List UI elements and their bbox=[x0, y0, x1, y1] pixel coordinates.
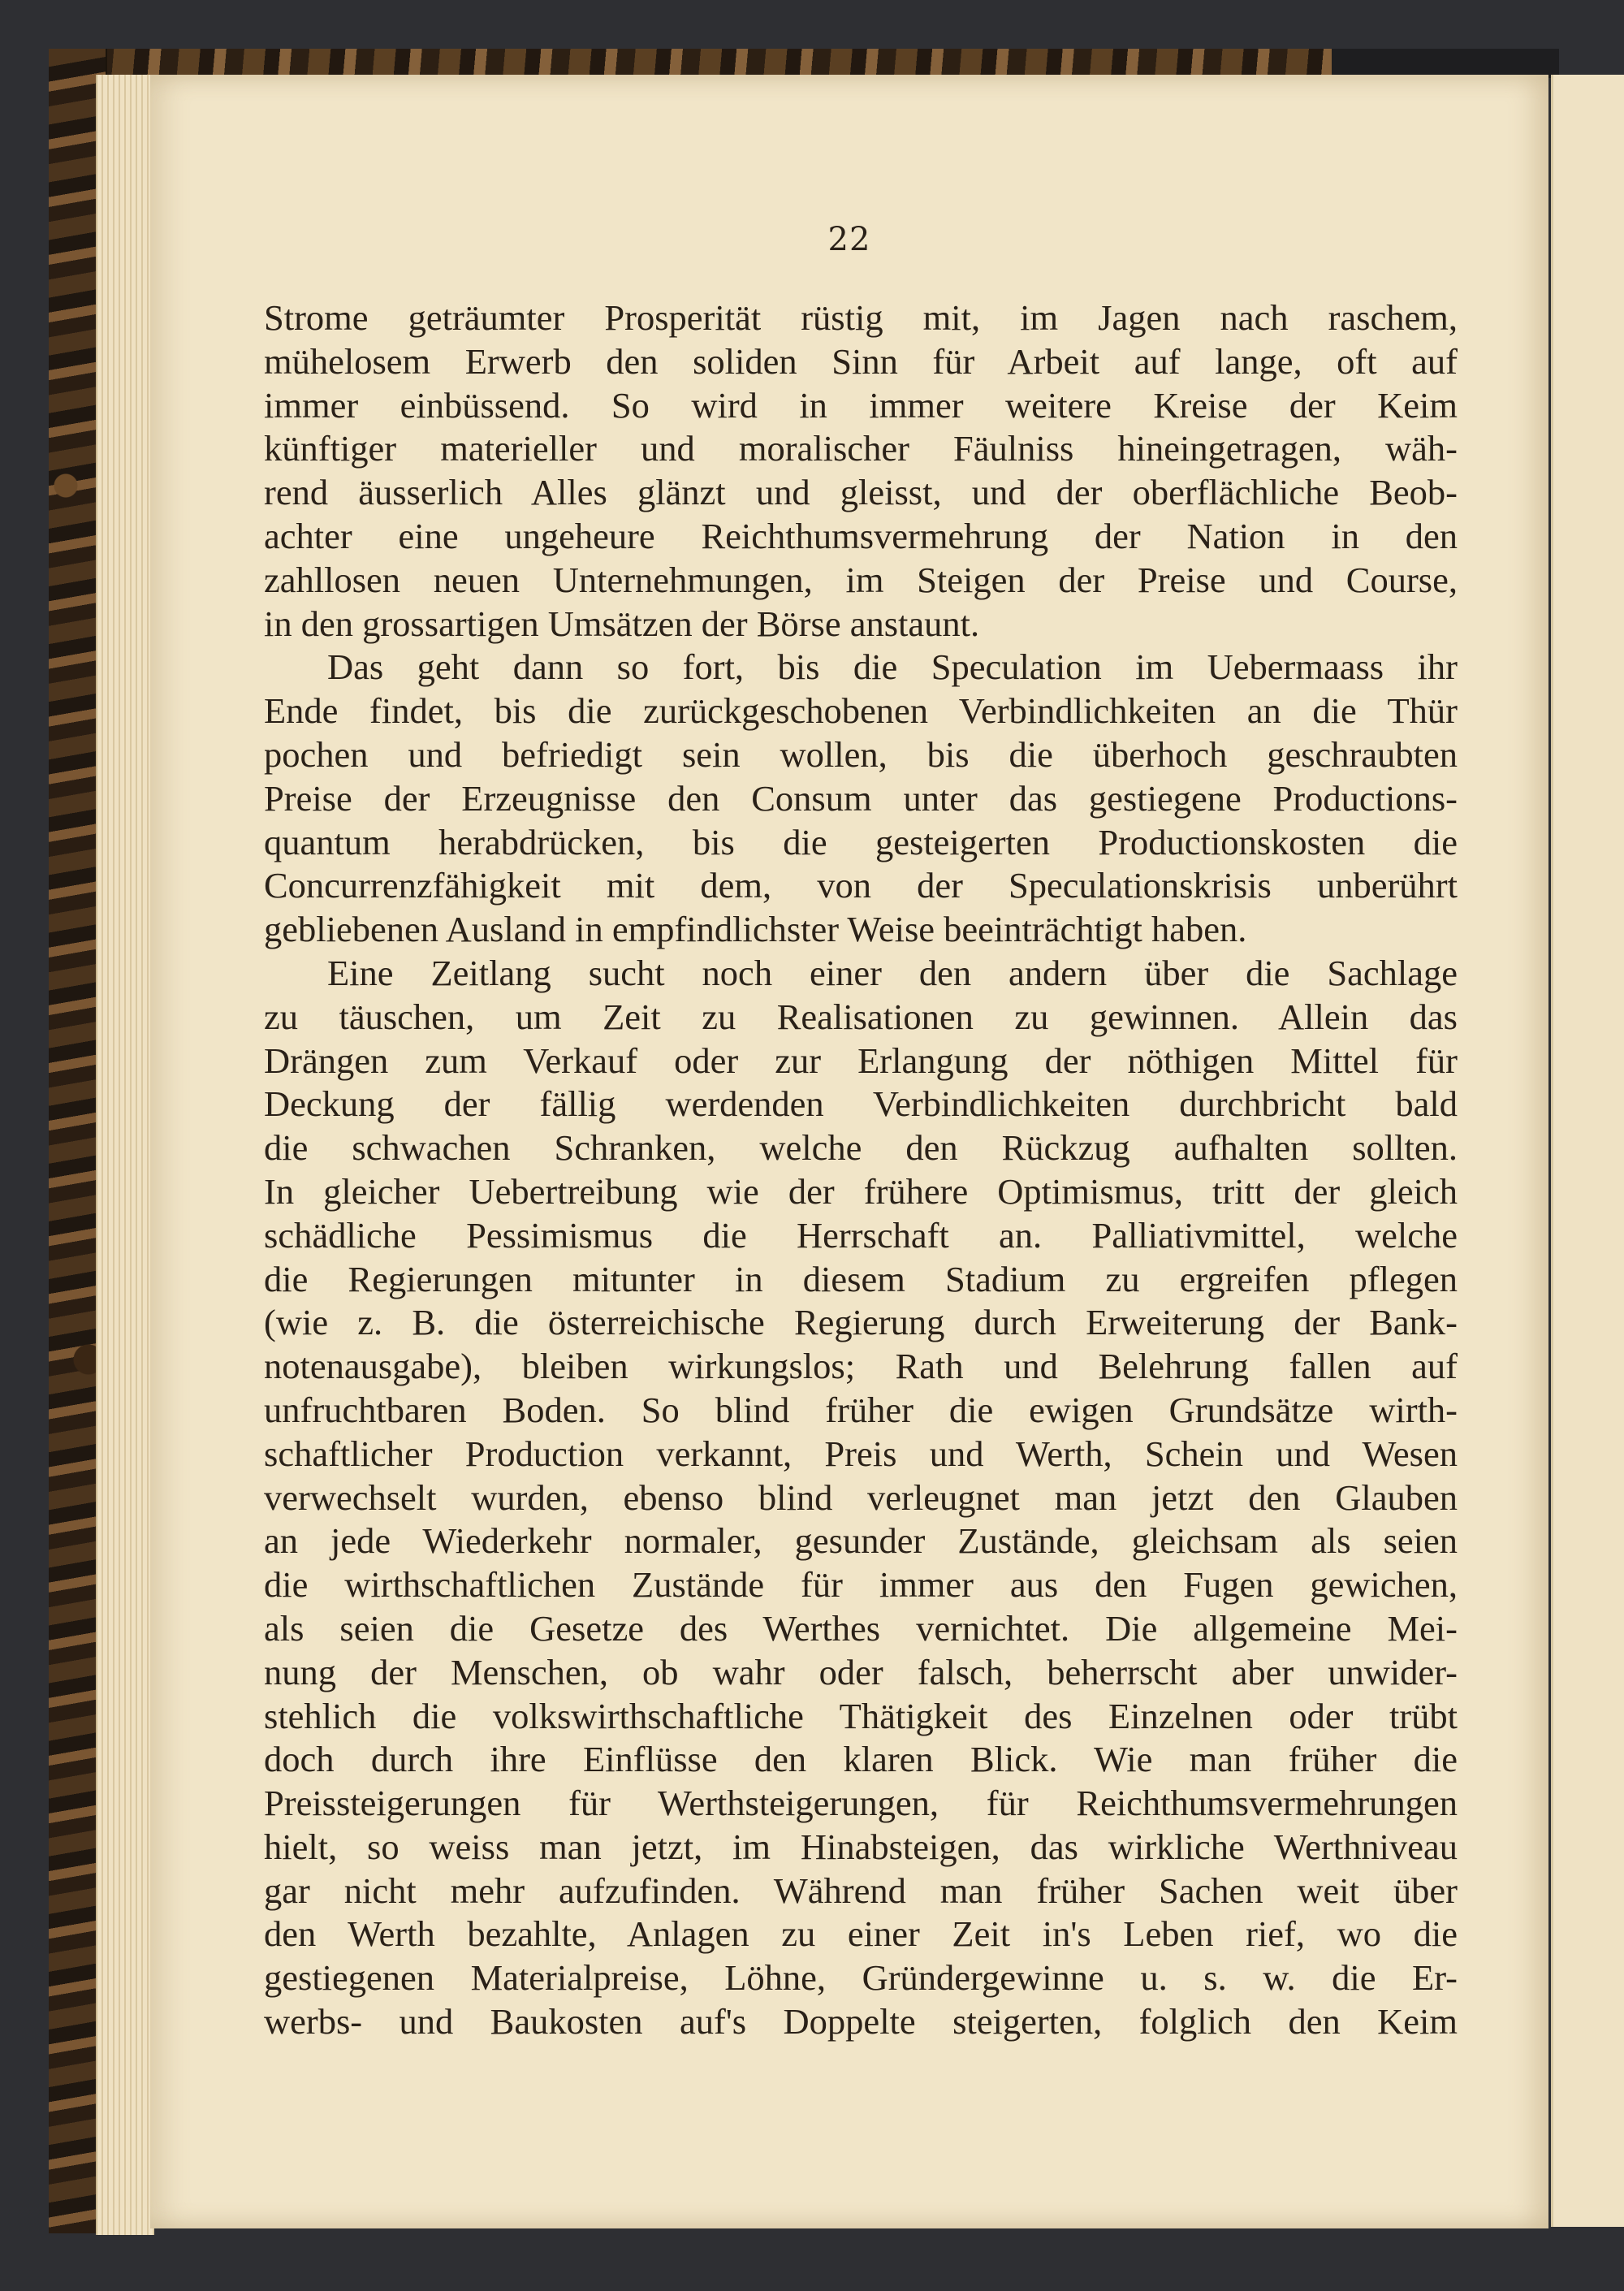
text-line: hielt, so weiss man jetzt, im Hinabsteigen, das wirkliche Werthniveau bbox=[264, 1826, 1458, 1867]
text-line: quantum herabdrücken, bis die gesteigerten Productionskosten die bbox=[264, 821, 1458, 862]
text-line: Deckung der fällig werdenden Verbindlichkeiten durchbricht bald bbox=[264, 1083, 1458, 1125]
text-line: die wirthschaftlichen Zustände für immer aus den Fugen gewichen, bbox=[264, 1564, 1458, 1606]
body-text bbox=[264, 296, 1458, 2044]
text-line: doch durch ihre Einflüsse den klaren Blick. Wie man früher die bbox=[264, 1739, 1458, 1780]
text-line: Concurrenzfähigkeit mit dem, von der Speculationskrisis unberührt bbox=[264, 865, 1458, 906]
text-line: schädliche Pessimismus die Herrschaft an. Palliativmittel, welche bbox=[264, 1214, 1458, 1256]
text-line: gebliebenen Ausland in empfindlichster Weise beeinträchtigt haben. bbox=[264, 909, 1247, 950]
text-line: den Werth bezahlte, Anlagen zu einer Zeit in's Leben rief, wo die bbox=[264, 1913, 1458, 1955]
text-line: Ende findet, bis die zurückgeschobenen Verbindlichkeiten an die Thür bbox=[264, 690, 1458, 732]
facing-page-edge bbox=[1551, 75, 1624, 2227]
book-cover-top-edge bbox=[49, 49, 1332, 78]
text-line: verwechselt wurden, ebenso blind verleugnet man jetzt den Glauben bbox=[264, 1476, 1458, 1518]
page-number: 22 bbox=[827, 221, 871, 258]
text-line: an jede Wiederkehr normaler, gesunder Zustände, gleichsam als seien bbox=[264, 1520, 1458, 1562]
text-line: mühelosem Erwerb den soliden Sinn für Arbeit auf lange, oft auf bbox=[264, 340, 1458, 382]
text-line: künftiger materieller und moralischer Fäulniss hineingetragen, wäh- bbox=[264, 428, 1458, 469]
text-line: immer einbüssend. So wird in immer weitere Kreise der Keim bbox=[264, 384, 1458, 426]
text-line: zu täuschen, um Zeit zu Realisationen zu gewinnen. Allein das bbox=[264, 996, 1458, 1037]
text-line: pochen und befriedigt sein wollen, bis die überhoch geschraubten bbox=[264, 733, 1458, 775]
text-line: achter eine ungeheure Reichthumsvermehrung der Nation in den bbox=[264, 515, 1458, 556]
text-line: rend äusserlich Alles glänzt und gleisst, und der oberflächliche Beob- bbox=[264, 472, 1458, 513]
text-line: in den grossartigen Umsätzen der Börse anstaunt. bbox=[264, 603, 980, 644]
book-cover-top-right bbox=[1332, 49, 1559, 78]
text-line: schaftlicher Production verkannt, Preis und Werth, Schein und Wesen bbox=[264, 1433, 1458, 1474]
text-line: (wie z. B. die österreichische Regierung durch Erweiterung der Bank- bbox=[264, 1302, 1458, 1343]
text-line: Das geht dann so fort, bis die Speculation im Uebermaass ihr bbox=[327, 646, 1458, 688]
text-line: die Regierungen mitunter in diesem Stadium zu ergreifen pflegen bbox=[264, 1258, 1458, 1299]
text-line: In gleicher Uebertreibung wie der frühere Optimismus, tritt der gleich bbox=[264, 1170, 1458, 1212]
text-line: Strome geträumter Prosperität rüstig mit, im Jagen nach raschem, bbox=[264, 297, 1458, 338]
text-line: Drängen zum Verkauf oder zur Erlangung der nöthigen Mittel für bbox=[264, 1040, 1458, 1081]
text-line: die schwachen Schranken, welche den Rückzug aufhalten sollten. bbox=[264, 1127, 1458, 1169]
text-line: unfruchtbaren Boden. So blind früher die ewigen Grundsätze wirth- bbox=[264, 1389, 1458, 1430]
text-line: gestiegenen Materialpreise, Löhne, Gründergewinne u. s. w. die Er- bbox=[264, 1957, 1458, 1999]
text-line: Preissteigerungen für Werthsteigerungen, für Reichthumsvermehrungen bbox=[264, 1783, 1458, 1824]
page-stack-edges bbox=[96, 75, 154, 2235]
text-line: Eine Zeitlang sucht noch einer den andern über die Sachlage bbox=[327, 952, 1458, 993]
text-line: zahllosen neuen Unternehmungen, im Steigen der Preise und Course, bbox=[264, 559, 1458, 600]
text-line: werbs- und Baukosten auf's Doppelte steigerten, folglich den Keim bbox=[264, 2001, 1458, 2042]
text-line: stehlich die volkswirthschaftliche Thätigkeit des Einzelnen oder trübt bbox=[264, 1695, 1458, 1736]
text-line: notenausgabe), bleiben wirkungslos; Rath und Belehrung fallen auf bbox=[264, 1346, 1458, 1387]
text-line: als seien die Gesetze des Werthes vernichtet. Die allgemeine Mei- bbox=[264, 1607, 1458, 1649]
text-line: gar nicht mehr aufzufinden. Während man früher Sachen weit über bbox=[264, 1870, 1458, 1911]
text-line: Preise der Erzeugnisse den Consum unter das gestiegene Productions- bbox=[264, 777, 1458, 819]
text-line: nung der Menschen, ob wahr oder falsch, beherrscht aber unwider- bbox=[264, 1651, 1458, 1692]
